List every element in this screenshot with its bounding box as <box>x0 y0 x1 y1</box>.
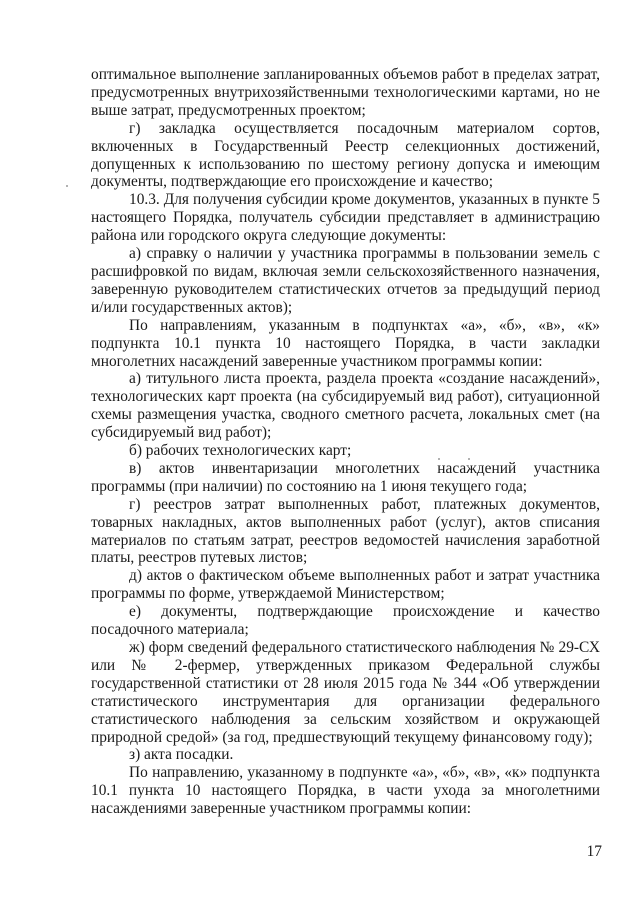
scan-speck <box>66 185 68 187</box>
document-body <box>91 66 600 818</box>
paragraph-item-g-cost-registers: г) реестров затрат выполненных работ, платежных документов, товарных накладных, актов выполненных работ (услуг), актов списания материалов по статьям затрат, реестров ведомостей начисления заработной платы, реестров путевых листов; <box>91 495 600 567</box>
paragraph-item-v-inventory-acts: в) актов инвентаризации многолетних насаждений участника программы (при наличии) по состоянию на 1 июня текущего года; <box>91 459 600 495</box>
paragraph-care-direction-intro: По направлению, указанному в подпункте «а», «б», «в», «к» подпункта 10.1 пункта 10 настоящего Порядка, в части ухода за многолетними насаждениями заверенные участником программы копии: <box>91 764 600 818</box>
paragraph-planting-directions-intro: По направлениям, указанным в подпунктах «а», «б», «в», «к» подпункта 10.1 пункта 10 настоящего Порядка, в части закладки многолетних насаждений заверенные участником программы копии: <box>91 316 600 370</box>
paragraph-item-z-planting-act: з) акта посадки. <box>129 746 234 764</box>
paragraph-item-a-project-title: а) титульного листа проекта, раздела проекта «создание насаждений», технологических карт проекта (на субсидируемый вид работ), ситуационной схемы размещения участка, сводного сметного расчета, локальных смет (на субсидируемый вид работ); <box>91 370 600 442</box>
paragraph-continuation: оптимальное выполнение запланированных объемов работ в пределах затрат, предусмотренных внутрихозяйственными технологическими картами, но не выше затрат, предусмотренных проектом; <box>91 66 600 119</box>
paragraph-item-g-planting: г) закладка осуществляется посадочным материалом сортов, включенных в Государственный Реестр селекционных достижений, допущенных к использованию по шестому региону допуска и имеющим документы, подтверждающие его происхождение и качество; <box>91 119 600 191</box>
paragraph-item-a-land-certificate: а) справку о наличии у участника программы в пользовании земель с расшифровкой по видам, включая земли сельскохозяйственного назначения, заверенную руководителем статистических отчетов за предыдущий период и/или государственных актов); <box>91 245 600 316</box>
paragraph-item-zh-statistical-forms: ж) форм сведений федерального статистического наблюдения № 29-СХ или № 2-фермер, утвержденных приказом Федеральной службы государственной статистики от 28 июля 2015 года № 344 «Об утверждении статистического инструментария для организации федерального статистического наблюдения за сельским хозяйством и окружающей природной средой» (за год, предшествующий текущему финансовому году); <box>91 639 600 746</box>
scan-speck <box>438 458 440 460</box>
paragraph-item-d-actual-volume-acts: д) актов о фактическом объеме выполненных работ и затрат участника программы по форме, утверждаемой Министерством; <box>91 567 600 603</box>
paragraph-item-b-tech-maps: б) рабочих технологических карт; <box>129 442 352 460</box>
paragraph-item-e-origin-documents: е) документы, подтверждающие происхождение и качество посадочного материала; <box>91 603 600 639</box>
paragraph-section-10-3: 10.3. Для получения субсидии кроме документов, указанных в пункте 5 настоящего Порядка, получатель субсидии представляет в администрацию района или городского округа следующие документы: <box>91 191 600 245</box>
scan-speck <box>468 458 470 460</box>
page-number: 17 <box>586 843 602 860</box>
